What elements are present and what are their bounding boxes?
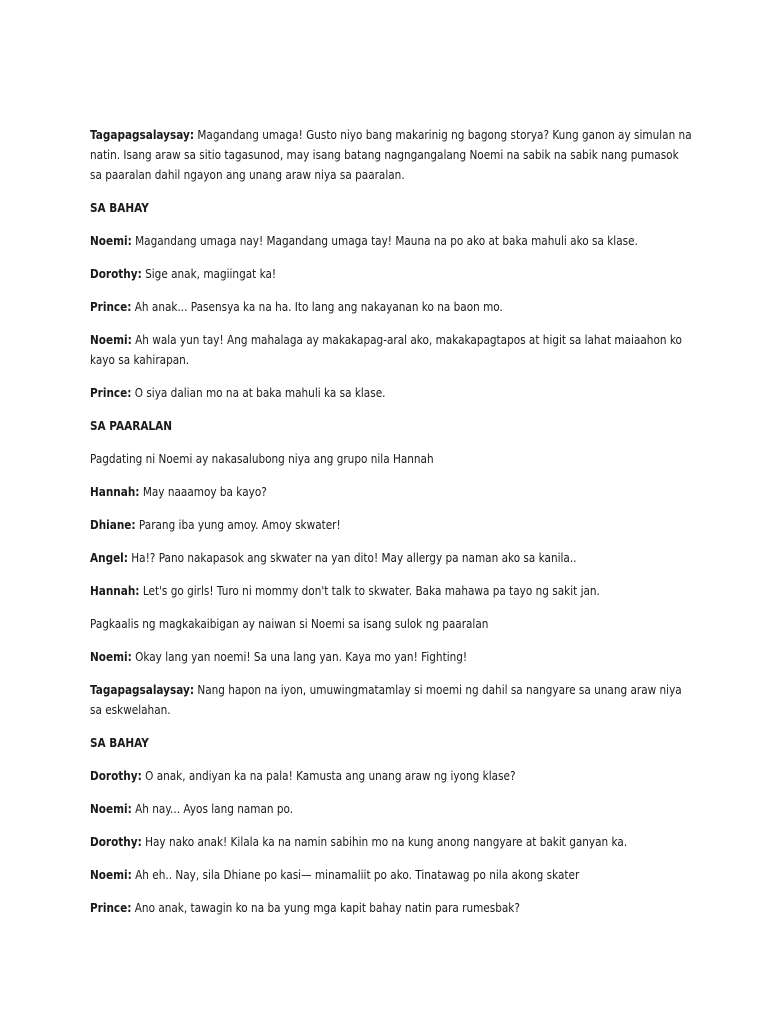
narration-line: Pagkaalis ng magkakaibigan ay naiwan si Noemi sa isang sulok ng paaralan	[90, 617, 489, 631]
speaker-name: Dorothy:	[90, 835, 142, 849]
dialogue-line	[90, 231, 692, 251]
speaker-name: Noemi:	[90, 333, 132, 347]
narration-line: Pagdating ni Noemi ay nakasalubong niya ang grupo nila Hannah	[90, 452, 434, 466]
dialogue-text: Ha!? Pano nakapasok ang skwater na yan dito! May allergy pa naman ako sa kanila..	[127, 551, 577, 565]
speaker-name: Prince:	[90, 300, 132, 314]
speaker-name: Tagapagsalaysay:	[90, 683, 195, 697]
speaker-name: Hannah:	[90, 584, 140, 598]
dialogue-text: Ano anak, tawagin ko na ba yung mga kapit bahay natin para rumesbak?	[131, 901, 520, 915]
speaker-name: Dorothy:	[90, 769, 142, 783]
speaker-name: Dorothy:	[90, 267, 142, 281]
dialogue-text: Sige anak, magiingat ka!	[141, 267, 277, 281]
dialogue-text: Let's go girls! Turo ni mommy don't talk to skwater. Baka mahawa pa tayo ng sakit jan.	[139, 584, 600, 598]
dialogue-line	[90, 832, 692, 852]
script-page	[90, 125, 692, 931]
dialogue-line	[90, 264, 692, 284]
dialogue-line	[90, 383, 692, 403]
speaker-name: Dhiane:	[90, 518, 136, 532]
dialogue-line	[90, 482, 692, 502]
dialogue-line	[90, 581, 692, 601]
dialogue-line	[90, 297, 692, 317]
dialogue-line	[90, 898, 692, 918]
dialogue-text: Ah anak... Pasensya ka na ha. Ito lang ang nakayanan ko na baon mo.	[131, 300, 503, 314]
speaker-name: Angel:	[90, 551, 128, 565]
dialogue-text: Okay lang yan noemi! Sa una lang yan. Kaya mo yan! Fighting!	[131, 650, 468, 664]
speaker-name: Prince:	[90, 901, 132, 915]
dialogue-text: Parang iba yung amoy. Amoy skwater!	[135, 518, 341, 532]
dialogue-line	[90, 865, 692, 885]
dialogue-text: Magandang umaga nay! Magandang umaga tay! Mauna na po ako at baka mahuli ako sa klase.	[131, 234, 638, 248]
speaker-name: Noemi:	[90, 802, 132, 816]
speaker-name: Prince:	[90, 386, 132, 400]
dialogue-text: Hay nako anak! Kilala ka na namin sabihin mo na kung anong nangyare at bakit ganyan ka.	[141, 835, 628, 849]
scene-heading: SA BAHAY	[90, 201, 149, 215]
dialogue-line	[90, 680, 692, 720]
speaker-name: Hannah:	[90, 485, 140, 499]
dialogue-line	[90, 125, 692, 185]
dialogue-line	[90, 548, 692, 568]
speaker-name: Noemi:	[90, 234, 132, 248]
dialogue-text: O anak, andiyan ka na pala! Kamusta ang unang araw ng iyong klase?	[141, 769, 516, 783]
dialogue-text: O siya dalian mo na at baka mahuli ka sa klase.	[131, 386, 386, 400]
dialogue-text: Magandang umaga! Gusto niyo bang makarinig ng bagong storya? Kung ganon ay simulan na natin. Isang araw sa sitio tagasunod, may isang batang nagngangalang Noemi na sabik na sabik nang pumasok sa paaralan dahil ngayon ang unang araw niya sa paaralan.	[90, 128, 692, 182]
dialogue-text: Ah wala yun tay! Ang mahalaga ay makakapag-aral ako, makakapagtapos at higit sa lahat maiaahon ko kayo sa kahirapan.	[90, 333, 682, 367]
dialogue-text: Ah nay... Ayos lang naman po.	[131, 802, 294, 816]
dialogue-text: May naaamoy ba kayo?	[139, 485, 267, 499]
scene-heading: SA BAHAY	[90, 736, 149, 750]
dialogue-line	[90, 766, 692, 786]
speaker-name: Tagapagsalaysay:	[90, 128, 195, 142]
dialogue-line	[90, 647, 692, 667]
scene-heading: SA PAARALAN	[90, 419, 173, 433]
dialogue-line	[90, 515, 692, 535]
dialogue-text: Nang hapon na iyon, umuwingmatamlay si moemi ng dahil sa nangyare sa unang araw niya sa eskwelahan.	[90, 683, 682, 717]
speaker-name: Noemi:	[90, 650, 132, 664]
dialogue-line	[90, 330, 692, 370]
speaker-name: Noemi:	[90, 868, 132, 882]
dialogue-text: Ah eh.. Nay, sila Dhiane po kasi— minamaliit po ako. Tinatawag po nila akong skater	[131, 868, 580, 882]
dialogue-line	[90, 799, 692, 819]
